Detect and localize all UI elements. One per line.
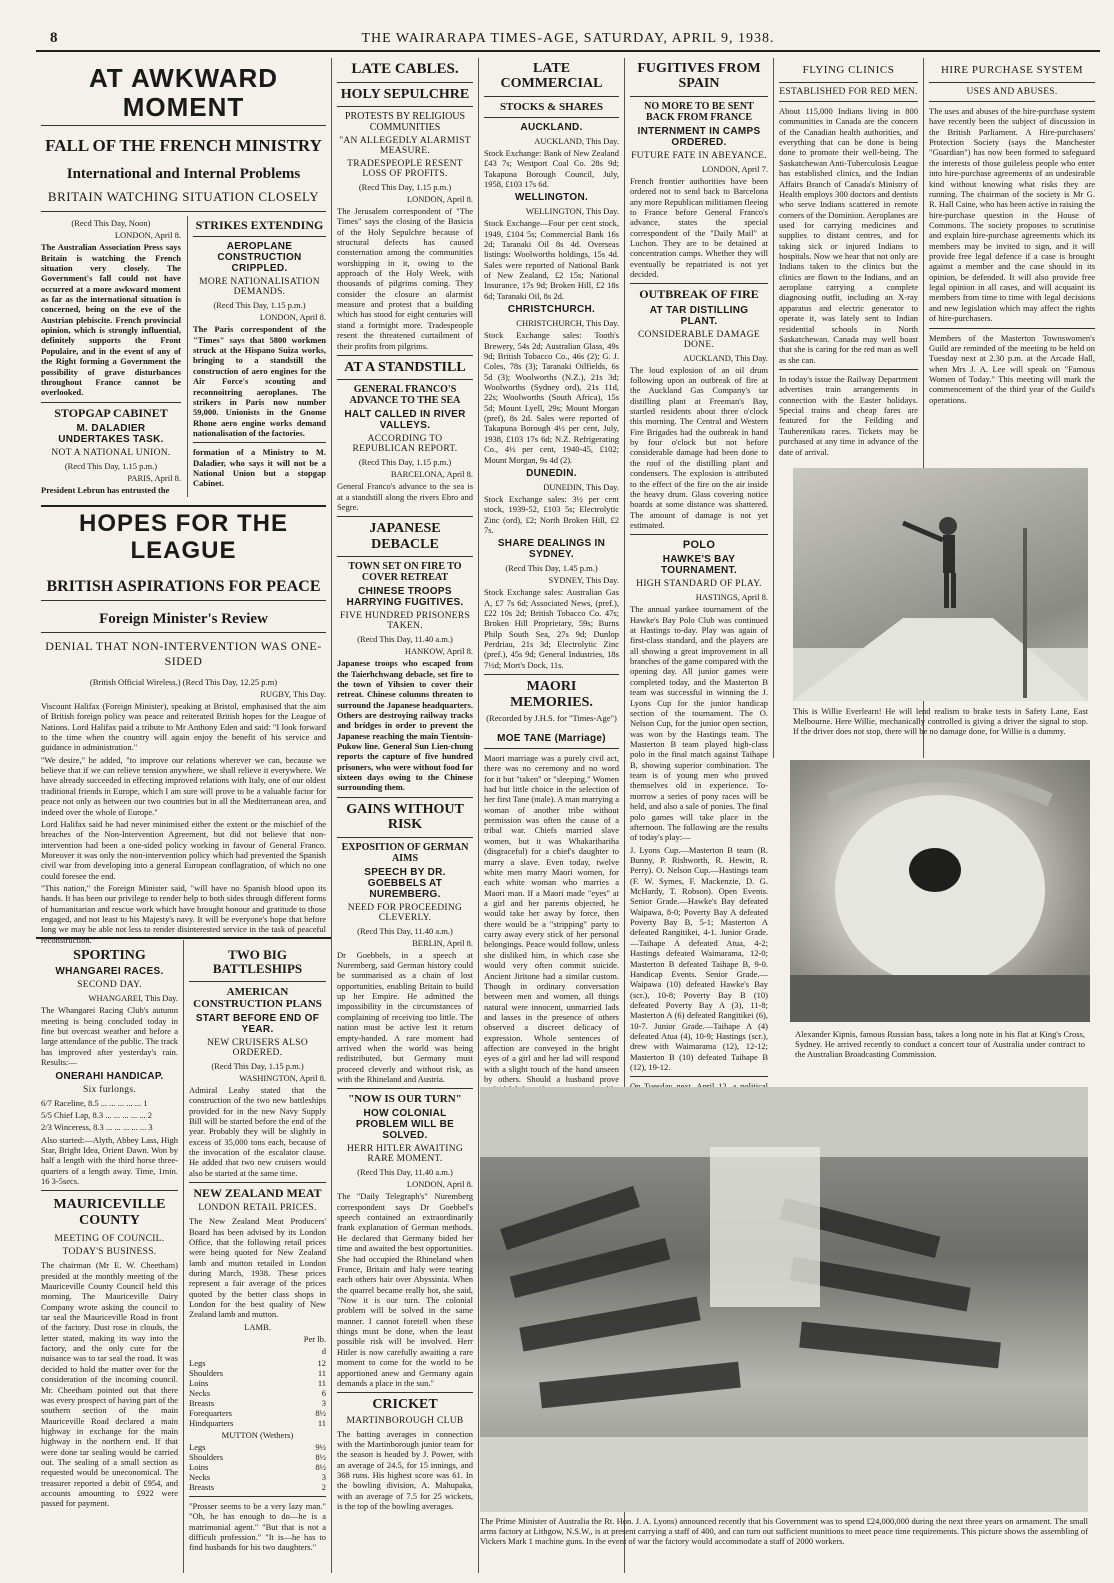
subheading: MORE NATIONALISATION DEMANDS.	[199, 277, 320, 298]
subheading: MOE TANE (Marriage)	[497, 732, 606, 744]
dateline: (British Official Wireless.) (Recd This Day, 12.25 p.m)	[89, 676, 278, 687]
section-heading: LATE CABLES.	[351, 61, 459, 77]
article-body: J. Lyons Cup.—Masterton B team (R. Bunny, P. Rishworth, R. Hewitt, R. Perry). O. Nelson Cup.—Hastings team (F. W. Symes, F. Mackenzie, D. G. McHardy, T. Robson). Open Events. Senior Grade.—Hawke's Bay defeated Waipawa, 8-0; Poverty Bay A defeated Poverty Bay B, 5-1; Masterton A defeated Rangitikei, 4-1. Junior Grade.—Taihape A defeated Atua, 4-2; Hastings defeated Waimarama, 12-0; Masterton B defeated Taihape B, 9-0. Handicap Events. Senior Grade.—Waipawa (10) defeated Hawke's Bay (scr.), 10-8; Poverty Bay B (10) defeated Poverty Bay A (3), 11-8; Masterton A (6) defeated Rangitikei (6), 10-7. Junior Grade.—Taihape A (4) defeated Atua (4), 10-9; Hastings (scr.), drew with Waimarama (12), 12-12; Masterton B (10) defeated Taihape B (12), 19-12.	[630, 844, 768, 1073]
subheading: HIGH STANDARD OF PLAY.	[636, 579, 762, 590]
section-heading: HIRE PURCHASE SYSTEM	[940, 64, 1084, 76]
article-body: The Whangarei Racing Club's autumn meeting is being concluded today in fine but overcast weather and before a large attendance of the public. The track has improved after yesterday's rain. Results:—	[41, 1005, 178, 1068]
subheading: START BEFORE END OF YEAR.	[195, 1012, 320, 1035]
article-battleships	[184, 945, 331, 1573]
subheading: NEED FOR PROCEEDING CLEVERLY.	[347, 902, 463, 923]
subheading: SECOND DAY.	[77, 980, 142, 991]
dateline: (Recd This Day, 1.15 p.m.)	[358, 181, 452, 192]
article-body: Also started:—Alyth, Abbey Lass, High Star, Bright Idea, Orient Dawn. Won by half a length with the third horse three-quarters of a length away. Time, 1min. 16 3-5secs.	[41, 1134, 178, 1187]
table-heading: MUTTON (Wethers)	[221, 1429, 294, 1440]
dateline-place: SYDNEY, This Day.	[548, 575, 619, 586]
subheading: USES AND ABUSES.	[966, 87, 1058, 97]
subheading: ESTABLISHED FOR RED MEN.	[779, 87, 918, 97]
table-row: Shoulders 11	[189, 1367, 326, 1378]
photo-figure	[480, 1087, 1088, 1512]
section-heading: HOLY SEPULCHRE	[340, 86, 470, 102]
subheading: HALT CALLED IN RIVER VALLEYS.	[344, 409, 466, 432]
table-row: Necks 6	[189, 1387, 326, 1398]
subheading: CHINESE TROOPS HARRYING FUGITIVES.	[346, 586, 464, 609]
dateline-place: LONDON, April 8.	[406, 193, 473, 204]
section-heading: POLO	[682, 539, 716, 552]
article-body: Stock Exchange sales: Australian Gas A, £7 7s 6d; Associated News, (pref.), £22 10s 2d; British Tobacco Co. 47s; Broken Hill Proprietary, 59s; Burns Philp South Sea, 27s 9d; Dunlop Perdriau, 21s 3d; Electrolytic Zinc (pref.), 45s 9d; General Industries, 18s 7½d; Mort's Dock, 11s.	[484, 587, 619, 670]
dateline-place: AUCKLAND, This Day.	[683, 352, 768, 363]
dateline-place: AUCKLAND, This Day.	[534, 135, 619, 146]
article-fugitives	[625, 58, 773, 1073]
dateline: (Recd This Day, 1.45 p.m.)	[505, 563, 598, 574]
table-row: Forequarters 8½	[189, 1407, 326, 1418]
subheading: "AN ALLEGEDLY ALARMIST MEASURE.	[339, 135, 471, 156]
article-body: Members of the Masterton Townswomen's Guild are reminded of the meeting to be held on Tuesday next at 2.30 p.m. at the Arcade Hall, when Mrs J. A. Lee will speak on "Famous Women of Today." This meeting will mark the commencement of the third year of the Guild's operations.	[929, 332, 1095, 405]
photo-caption: The Prime Minister of Australia the Rt. Hon. J. A. Lyons) announced recently that his Government was to spend £24,000,000 during the next three years on armament. The small arms factory at Lithgow, N.S.W., is at present carrying a staff of 400, and can turn out sufficient munitions to meet peace time requirements. This picture shows the assembling of Vickers Mark 1 machine guns. In the event of war the factory would accommodate a staff of 2000 workers.	[480, 1516, 1088, 1547]
article-body: The chairman (Mr E. W. Cheetham) presided at the monthly meeting of the Mauriceville County Council held this morning. The Mauriceville Dairy Company wrote asking the council to tar seal the Mauriceville Road in front of the factory. Dust rose in clouds, the letter stated, making its way into the factory, and the only cure for the nuisance was to tar seal the road. It was decided to hold the matter over for the consideration of the incoming council. Mr. Cheetham pointed out that there was every prospect of having part of the southern section of the main Mauriceville Road declared a main highway in exchange for the main highway in the northern end. If that were done tar sealing would be carried out. The sealing of a small section as requested would be uneconomical. The treasurer reported a debit of £954, and accounts amounting to £922 were passed for payment.	[41, 1260, 178, 1509]
article-body: Japanese troops who escaped from the Taierhchwang debacle, set fire to the town of Yihsien to cover their retreat. Chinese columns threaten to surround the Japanese headquarters. Others are destroying railway tracks and bridges in order to prevent the Japanese reaching the main Tientsin-Pukow line. General Sun Lien-chung reports the capture of five hundred prisoners, who were without food for sixteen days owing to the Chinese surrounding them.	[337, 658, 473, 793]
dateline: (Recd This Day, Noon)	[71, 218, 151, 229]
subheadline: FALL OF THE FRENCH MINISTRY	[45, 136, 322, 156]
section-rule	[36, 937, 331, 939]
subheading: CONSIDERABLE DAMAGE DONE.	[637, 329, 761, 350]
subheading: ACCORDING TO REPUBLICAN REPORT.	[352, 434, 458, 455]
dateline-place: PARIS, April 8.	[127, 472, 181, 483]
article-body: formation of a Ministry to M. Daladier, who says it will not be a National Union but a stopgap Cabinet.	[192, 447, 326, 489]
article-body: "This nation," the Foreign Minister said, "will have no Spanish blood upon its hands. It has been our privilege to render help to both sides through different forms of humanitarian and rescue work which have brought honour and gratitude to those engaged, and not least to his Majesty's navy. It will be everyone's hope that before long we may be able not less to render disinterested service in the task of peaceful reconstruction."	[41, 883, 326, 945]
article-body: The uses and abuses of the hire-purchase system have recently been the subject of discussion in the British Parliament. A Hire-purchasers' Protection Society (says the Manchester "Guardian") has now been formed to safeguard the interests of those guileless people who enter into hire-purchase agreements of an undesirable kind without knowing what risks they are running. The chairman of the society is Mr G. R. Hall Caine, who has been active in raising the hire-purchase question in the House of Commons. The society proposes to scrutinise and explain hire-purchase agreements which its members may be invited to sign, and it will provide free legal defence if a case is brought against a member and the case should in its opinion, be defended. It will also provide free legal opinion in all cases, and will acquaint its members from time to time with legal decisions and new legislation which may affect the rights of hire-purchasers.	[929, 106, 1095, 324]
table-row: Legs 12	[189, 1357, 326, 1368]
table-heading: LAMB.	[244, 1321, 271, 1332]
section-heading: GAINS WITHOUT RISK	[346, 801, 464, 833]
dateline: (Recd This Day, 1.15 p.m.)	[64, 460, 158, 471]
dateline-place: WASHINGTON, April 8.	[239, 1072, 326, 1083]
dateline: (Recd This Day, 11.40 a.m.)	[357, 925, 453, 936]
subheading: AEROPLANE CONSTRUCTION CRIPPLED.	[217, 241, 302, 275]
article-body: Admiral Leahy stated that the construction of the two new battleships provided for in the new Navy Supply Bill will be started before the end of the year. Probably they will be slightly in excess of 35,000 tons each, because of the invocation of the escalator clause. He added that two new cruisers would also be started at the same time.	[189, 1084, 326, 1178]
article-body: In today's issue the Railway Department advertises train arrangements in connection with the Easter holidays. Special trains and cheap fares are featured for the Feilding and Tauherenikau races. Tickets may be purchased at any time in advance of the date of arrival.	[779, 373, 918, 457]
market-heading: DUNEDIN.	[526, 467, 577, 479]
article-hire-purchase	[924, 58, 1100, 463]
article-body: The annual yankee tournament of the Hawke's Bay Polo Club was continued at Hastings to-day. Play was again of first-class standard, and the players are all showing a great improvement in all branches of the game compared with the opening day. All junior games were completed today, and the Masterton B team was successful in winning the J. Lyons Cup for the junior handicap section of the tournament. The O. Nelson Cup, for the junior open section, was won by the Hastings team. The Masterton B team played high-class polo in the final match against Taihape B, showing superior combination. The team is of young men who proved themselves old in experience. To-morrow a series of pony races will be held, and also a sale of ponies. The final polo games will take place in the afternoon. The following are the results of today's play:—	[630, 604, 768, 843]
table-row: Hindquarters 11	[189, 1417, 326, 1428]
masthead	[36, 26, 1100, 52]
dateline-place: BERLIN, April 8.	[412, 937, 473, 948]
subheading: WHANGAREI RACES.	[55, 966, 164, 978]
subheadline: BRITAIN WATCHING SITUATION CLOSELY	[47, 189, 320, 205]
subheading: EXPOSITION OF GERMAN AIMS	[341, 841, 469, 864]
subheading: M. DALADIER UNDERTAKES TASK.	[58, 422, 164, 445]
headline: AT AWKWARD MOMENT	[88, 63, 279, 122]
article-body: The Jerusalem correspondent of "The Times" says the closing of the Basicia of the Holy Sepulchre because of structural defects has caused consternation among the communities worshipping in it, owing to the approach of the Holy Week, with thousands of pilgrims coming. They consider the closure an alarmist measure and protest that a building which has stood for eight centuries will stand a fortnight more. Tradespeople resent the threatened curtailment of their profits from pilgrims.	[337, 205, 473, 351]
article-body: Stock Exchange sales: 3½ per cent stock, 1939-52, £103 5s; Electrolytic Zinc (ord), £2; North Broken Hill, £2 7s.	[484, 493, 619, 535]
subheadline: International and Internal Problems	[66, 166, 301, 183]
article-body: The New Zealand Meat Producers' Board has been advised by its London Office, that the following retail prices were being quoted for New Zealand lamb and mutton retailed in London during March, 1938. These prices represent a fair average of the prices quoted by the better class shops in London for the best quality of New Zealand lamb and mutton.	[189, 1216, 326, 1320]
article-body: About 115,000 Indians living in 800 communities in Canada are the concern of the Canadian health authorities, and everything that can be done is being done to promote their well-being. The Saskatchewan Anti-Tuberculosis League has established clinics, and the Indian Affairs Branch of Canada's Ministry of Health employs 300 doctors and dentists who serve Indians scattered in remote corners of the Dominion. Aeroplanes are used for carrying medicines and supplies to distant centres, and for taking sick or injured Indians to hospitals. Now we hear that not only are Indians taken to the clinics but the clinics are flown to the Indians, and an aeroplane carrying a complete diagnosing outfit, including an X-ray apparatus and electric generator to operate it, was lately sent to Indian residential schools in North Saskatchewan. Canada may well boast that she is caring for the red man as well as she can.	[779, 106, 918, 365]
table-row: Loins 11	[189, 1377, 326, 1388]
dateline: (Recd This Day, 1.15 p.m.)	[213, 300, 306, 311]
section-heading: LATE COMMERCIAL	[500, 61, 603, 92]
section-heading: FLYING CLINICS	[802, 64, 895, 76]
market-heading: SHARE DEALINGS IN SYDNEY.	[497, 538, 606, 561]
article-body: "We desire," he added, "to improve our relations wherever we can, because we believe that if we can relieve tension anywhere, we shall relieve it everywhere. We have already succeeded in effecting improved relations with Italy, one of our oldest traditional friends in Europe, which I am sure will prove to be a valuable factor for peace not only as between our two countries but in all the Mediterranean area, and indeed over the whole of Europe."	[41, 754, 326, 817]
lamb-price-table	[189, 1358, 326, 1428]
section-heading: SPORTING	[73, 948, 146, 963]
dateline-place: WELLINGTON, This Day.	[525, 206, 619, 217]
article-body: The loud explosion of an oil drum following upon an outbreak of fire at the Auckland Gas Company's tar distilling plant at Freeman's Bay, startled residents about three o'clock this morning. The Central and Western Fire Brigades had the outbreak in hand by four o'clock but not before considerable damage had been done to the roof of the distilling plant and condensers. The explosion is attributed to the effect of the fire on the air inside the heavy drum. Glass covering notice boards at some distance was shattered. The amount of damage is not yet estimated.	[630, 364, 768, 530]
subheading: MEETING OF COUNCIL.	[54, 1234, 165, 1245]
photo-figure	[793, 468, 1088, 701]
table-unit: d	[321, 1345, 326, 1356]
subheading: AT TAR DISTILLING PLANT.	[649, 304, 749, 327]
race-result: 6/7 Raceline, 8.5 ... ... ... ... ... 1	[41, 1097, 148, 1108]
article-late-cables	[332, 58, 478, 1573]
article-body: General Franco's advance to the sea is at a standstill along the rivers Ebro and Segre.	[337, 481, 473, 513]
section-heading: JAPANESE DEBACLE	[369, 521, 441, 552]
article-awkward-moment	[36, 58, 331, 947]
article-body: "Prosser seems to be a very lazy man." "Oh, he has enough to do—he is a matrimonial agent." "But that is not a difficult profession." "It is—he has to find husbands for his two daughters."	[189, 1500, 326, 1553]
dateline-place: RUGBY, This Day.	[260, 688, 326, 699]
article-body: Stock Exchange—Four per cent stock, 1949, £104 5s; Commercial Bank 16s 2d; Taranaki Oil 8s 4d. Overseas listings: Woolworths holdings, 15s 4d. Sales were reported of National Bank of New Zealand, £2 15s; National Insurance, 17s 9d; Broken Hill, £2 18s 6d; Taranaki Oil, 8s 2d.	[484, 218, 619, 301]
article-body: Viscount Halifax (Foreign Minister), speaking at Bristol, emphasised that the aim of British foreign policy was peace and reiterated British hopes for the League of Nations. Lord Halifax paid a tribute to Mr Anthony Eden and said: "I look forward to the time when the country will again enjoy the benefit of his service and guidance in administration."	[41, 700, 326, 753]
subheadline: BRITISH ASPIRATIONS FOR PEACE	[46, 577, 321, 595]
subheading: FIVE HUNDRED PRISONERS TAKEN.	[339, 611, 471, 632]
dateline-place: DUNEDIN, This Day.	[543, 481, 619, 492]
dateline: (Recd This Day, 11.40 a.m.)	[357, 1167, 453, 1178]
dateline: (Recd This Day, 1.15 p.m.)	[358, 457, 452, 468]
subheading: AMERICAN CONSTRUCTION PLANS	[193, 985, 322, 1010]
dateline-place: LONDON, April 8.	[259, 312, 326, 323]
dateline-place: HASTINGS, April 8.	[695, 592, 768, 603]
race-result: 2/3 Winceress, 8.3 ... ... ... ... ... 3	[41, 1122, 153, 1133]
article-sporting	[36, 945, 183, 1573]
dateline: (Recd This Day, 1.15 p.m.)	[211, 1060, 304, 1071]
table-row: Loins 8½	[189, 1461, 326, 1472]
race-distance: Six furlongs.	[83, 1084, 136, 1095]
table-unit: Per lb.	[303, 1333, 326, 1344]
subheading: PROTESTS BY RELIGIOUS COMMUNITIES	[344, 110, 466, 133]
dateline-place: LONDON, April 8.	[114, 230, 181, 241]
subheading: NOT A NATIONAL UNION.	[51, 447, 171, 458]
article-body: The "Daily Telegraph's" Nuremberg correspondent says Dr Goebbel's speech contained an extraordinarily frank explanation of German methods. He declared that Germany bided her time and awaited the best opportunities. She had occupied the Rhineland when France, Britain and Italy were tearing each others hair over Abyssinia. When the quarrel became really hot, she said, "Now it is our turn. The colonial problem will be solved in the same manner. I cannot foretell when these things must be done, when the least possible risk will be involved. Herr Hitler is now carefully awaiting a rare moment to come for the world to be apportioned anew and Germany again demands a place in the sun."	[337, 1191, 473, 1388]
article-body: Stock Exchange: Bank of New Zealand £43 7s; Westport Coal Co. 28s 9d; Takapuna Borough Council, July, 1958, £103 17s 6d.	[484, 147, 619, 189]
subheading: TRADESPEOPLE RESENT LOSS OF PROFITS.	[347, 158, 463, 179]
table-row: Breasts 3	[189, 1397, 326, 1408]
dateline: (Recd This Day, 11.40 a.m.)	[357, 634, 453, 645]
photo-brake-test-dummy	[793, 468, 1088, 701]
market-heading: WELLINGTON.	[514, 192, 589, 204]
subheading: SPEECH BY DR. GOEBBELS AT NUREMBERG.	[364, 866, 446, 900]
masthead-title: THE WAIRARAPA TIMES-AGE, SATURDAY, APRIL 9, 1938.	[361, 31, 775, 46]
subheading: INTERNMENT IN CAMPS ORDERED.	[637, 125, 761, 148]
dateline-place: LONDON, April 8.	[406, 1179, 473, 1190]
subheading: LONDON RETAIL PRICES.	[198, 1203, 317, 1214]
subheading: TOWN SET ON FIRE TO COVER RETREAT	[348, 561, 462, 584]
article-flying-clinics	[774, 58, 923, 463]
section-heading: OUTBREAK OF FIRE	[639, 287, 759, 302]
section-heading: STOPGAP CABINET	[54, 405, 168, 420]
photo-machine-gun-assembly	[480, 1087, 1088, 1512]
page-number: 8	[50, 30, 58, 46]
article-body: The Australian Association Press says Britain is watching the French situation very closely. The Government's fall could not have occurred at a more awkward moment as far as the international situation is concerned, being on the eve of the Austrian plebiscite. French provincial opinion, which is strongly influential, definitely supports the Front Populaire, and in the event of any of the Right forming a Government the possibility of grave disturbances throughout France cannot be overlooked.	[41, 242, 181, 398]
photo-figure	[790, 760, 1090, 1022]
dateline-place: HANKOW, April 8.	[404, 646, 473, 657]
dateline-place: WHANGAREI, This Day.	[88, 993, 178, 1004]
dateline-place: BARCELONA, April 8.	[390, 469, 473, 480]
market-heading: AUCKLAND.	[520, 121, 583, 133]
article-body: Lord Halifax said he had never minimised either the extent or the mischief of the breaches of the Non-Intervention Agreement, but did not believe that non-intervention had been a one-sided policy working in favour of General Franco. Moreover it was only the non-intervention policy which had prevented the Spanish civil war from developing into a general European conflagration, of which no one could foresee the end.	[41, 818, 326, 881]
photo-caption: Alexander Kipnis, famous Russian bass, takes a long note in his flat at King's Cross, Sydney. He arrived recently to conduct a concert tour of Australia under contract to the Australian Broadcasting Commission.	[795, 1029, 1085, 1060]
subheadline: Foreign Minister's Review	[99, 610, 268, 627]
headline: HOPES FOR THE LEAGUE	[78, 510, 289, 564]
article-body: French frontier authorities have been ordered not to send back to Barcelona any more Republican militiamen fleeing to France before General Franco's advance, states the special correspondent of the "Daily Mail" at Luchon. They are to be detained at concentration camps. Whether they will eventually be repatriated is not yet decided.	[630, 175, 768, 280]
race-name: ONERAHI HANDICAP.	[55, 1070, 164, 1082]
table-row: Necks 3	[189, 1471, 326, 1482]
subheading: NEW CRUISERS ALSO ORDERED.	[207, 1037, 308, 1058]
section-heading: STRIKES EXTENDING	[195, 218, 324, 233]
subheading: MARTINBOROUGH CLUB	[346, 1415, 464, 1426]
subheading: HOW COLONIAL PROBLEM WILL BE SOLVED.	[355, 1108, 455, 1142]
table-row: Shoulders 8½	[189, 1451, 326, 1462]
race-result: 5/5 Chief Lap, 8.3 ... ... ... ... ... 2	[41, 1109, 152, 1120]
section-heading: TWO BIG BATTLESHIPS	[212, 947, 303, 977]
dateline-place: CHRISTCHURCH, This Day.	[516, 318, 619, 329]
section-heading: MAORI MEMORIES.	[510, 679, 593, 710]
byline: (Recorded by J.H.S. for "Times-Age")	[486, 712, 617, 723]
subheading: NO MORE TO BE SENT BACK FROM FRANCE	[644, 100, 754, 123]
article-body: The Paris correspondent of the "Times" says that 5800 workmen struck at the Hispano Suiza works, bringing to a standstill the construction of aero engines for the Air Force's scouting and reconnoitring aeroplanes. The strikers in Paris now number 59,000. Unionists in the Gnome Rhone aero engine works demand nationalisation of the factories.	[192, 324, 326, 438]
article-body: The batting averages in connection with the Martinborough junior team for the season is headed by J. Power, with an average of 24.5, for 15 innings, and 368 runs. His highest score was 61. In the bowling division, A. Mahupaka, with an average of 7.5 for 25 wickets, is the top of the bowling averages.	[337, 1428, 473, 1512]
subheading: HAWKE'S BAY TOURNAMENT.	[661, 554, 737, 577]
subheading: STOCKS & SHARES	[499, 100, 604, 113]
market-heading: CHRISTCHURCH.	[507, 304, 596, 316]
section-heading: NEW ZEALAND MEAT	[193, 1186, 322, 1201]
photo-singer-kipnis	[790, 760, 1090, 1022]
article-body: Stock Exchange sales: Tooth's Brewery, 54s 2d; Australian Glass, 49s 9d; British Tobacco Co., 46s (2); G. J. Coles, 78s (3); Taranaki Oilfields, 6s 5d (3); Woolworths (N.Z.), 21s 3d; Woolworths (Sydney ord), 21s 11d, 22s; Woolworths (South Africa), 15s 5d; Mount Lyell, 29s; Mount Morgan (pref), 8s 2d. Sales were reported of Takapuna Borough 4½ per cent, July, 1938, £103 17s 6d; N.Z. Refrigerating Co., 4½ per cent, 1940-45, £102; Mount Morgan, 9s 4d (2).	[484, 330, 619, 465]
article-body: Maori marriage was a purely civil act, there was no ceremony and no word for it but "taken" or "sleeping." Women had but little choice in the selection of her first Tane (male). A man marrying a woman of another tribe without permission was often the cause of a tribal war. Chiefs married slave women, but it was Whakarihariha (disgraceful) for a chief's daughter to marry a slave. Even today, twelve white men marry Maori women, for each white woman who marries a Maori man. If a Maori made "eyes" at a girl and her parents objected, he would take her away by force, then there would be a "stripping" party to carry away every stick of her personal belongings. Peace would follow, unless she disliked him, in which case she would very often commit suicide. Ancient Jiritone had a similar custom. Though in ordinary conversation between men and women, all things natural were innocent, unmarried lads and lasses in the presence of others observed a discreet delicacy of expression. Whole sentences of affection are conveyed in the bright eyes of a girl and her lad will respond with a slight touch of the hand unseen by others. Should a husband prove	[484, 752, 619, 1085]
table-row: Legs 9½	[189, 1441, 326, 1452]
subheading: GENERAL FRANCO'S ADVANCE TO THE SEA	[349, 384, 461, 407]
subheading: HERR HITLER AWAITING RARE MOMENT.	[346, 1144, 464, 1165]
table-row: Breasts 2	[189, 1481, 326, 1492]
subheading: TODAY'S BUSINESS.	[62, 1247, 157, 1258]
dateline-place: LONDON, April 7.	[701, 163, 768, 174]
section-heading: FUGITIVES FROM SPAIN	[637, 61, 761, 92]
mutton-price-table	[189, 1442, 326, 1492]
section-heading: CRICKET	[372, 1397, 438, 1413]
subheadline: DENIAL THAT NON-INTERVENTION WAS ONE-SIDED	[45, 638, 322, 668]
photo-caption: This is Willie Everlearn! He will lend realism to brake tests in Safety Lane, East Melbourne. Here Willie, mechanically controlled is giving a driver the signal to stop. If the driver does not stop, there will be no damage done, for Willie is a dummy.	[793, 706, 1088, 737]
article-body: Dr Goebbels, in a speech at Nuremberg, said German history could be summarised as a chain of lost opportunities, enabling Britain to build up her Empire. He admitted the impossibility in the circumstances of complaining of receiving too little. The nation must be active lest it return empty-handed. A rare moment had arrived when the world was being redistributed, but Germany must proceed cleverly and without risk, as with the Rhineland and Austria.	[337, 949, 473, 1084]
section-heading: MAURICEVILLE COUNTY	[53, 1197, 166, 1228]
section-heading: "NOW IS OUR TURN"	[348, 1093, 462, 1106]
subheading: FUTURE FATE IN ABEYANCE.	[631, 150, 767, 161]
article-body: President Lebrun has entrusted the	[41, 484, 170, 495]
section-heading: AT A STANDSTILL	[344, 359, 466, 375]
article-late-commercial	[479, 58, 624, 1085]
